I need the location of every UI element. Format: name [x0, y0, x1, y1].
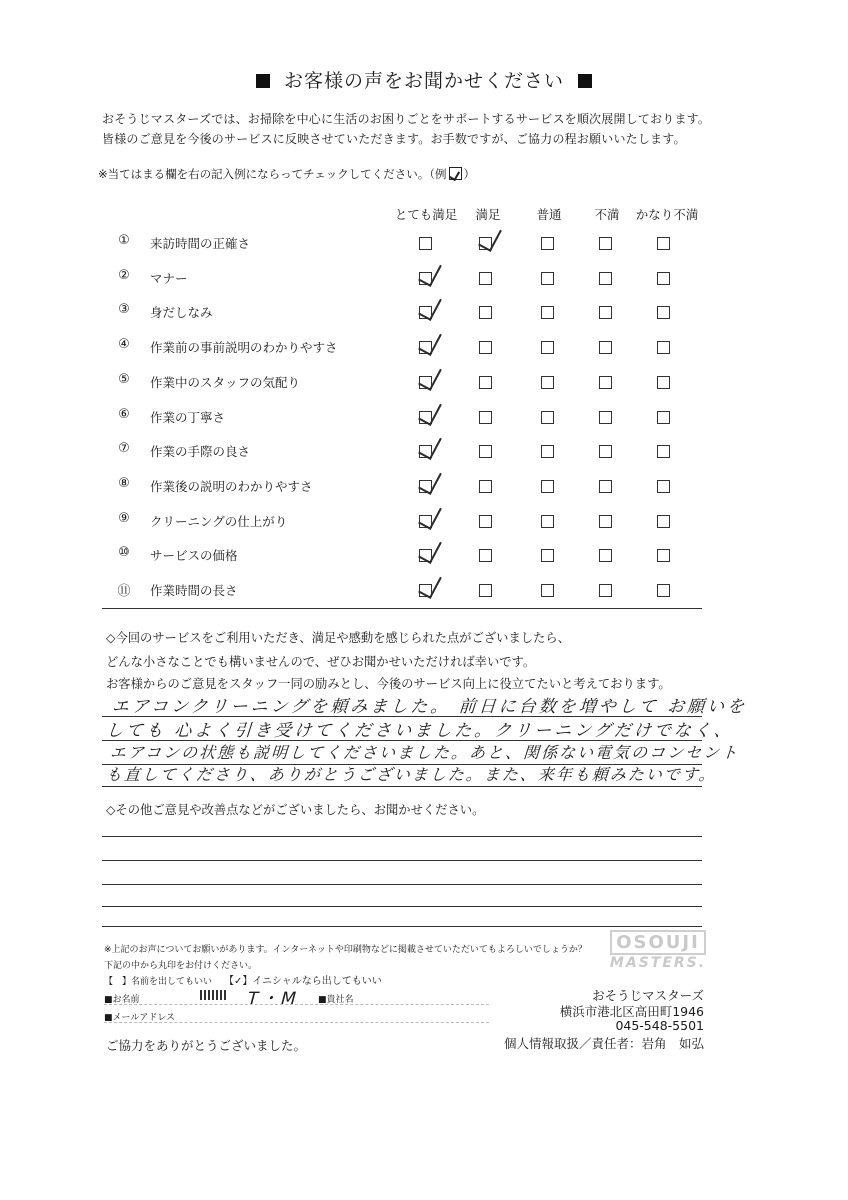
rating-checkbox[interactable] [479, 584, 492, 597]
row-label: 作業中のスタッフの気配り [150, 375, 301, 390]
rating-checkbox[interactable] [657, 376, 670, 389]
writing-line [102, 926, 702, 927]
thanks-message: ご協力をありがとうございました。 [106, 1038, 307, 1053]
title-text: お客様の声をお聞かせください [283, 70, 564, 92]
row-label: クリーニングの仕上がり [150, 514, 288, 529]
name-underline [104, 1004, 489, 1005]
checkmark-icon [418, 328, 442, 356]
note-suffix: ） [463, 167, 476, 181]
rating-checkbox[interactable] [479, 480, 492, 493]
rating-checkbox[interactable] [657, 584, 670, 597]
rating-checkbox[interactable] [541, 515, 554, 528]
consent-instruction: 下記の中から丸印をお付けください。 [104, 961, 258, 971]
checkmark-icon [418, 502, 442, 530]
rating-checkbox[interactable] [599, 584, 612, 597]
rating-checkbox[interactable] [541, 584, 554, 597]
rating-checkbox[interactable] [479, 515, 492, 528]
rating-checkbox[interactable] [599, 515, 612, 528]
row-number: ⑦ [118, 441, 130, 456]
row-number: ⑨ [118, 511, 130, 526]
rating-checkbox[interactable] [541, 411, 554, 424]
writing-line [102, 836, 702, 837]
rating-checkbox[interactable] [541, 480, 554, 493]
instruction-note [98, 166, 475, 182]
column-header: かなり不満 [635, 207, 699, 222]
row-label: 作業前の事前説明のわかりやすさ [150, 340, 338, 355]
rating-checkbox[interactable] [541, 445, 554, 458]
rating-checkbox[interactable] [657, 515, 670, 528]
rating-checkbox[interactable] [599, 411, 612, 424]
row-number: ② [118, 268, 130, 283]
rating-checkbox[interactable] [657, 445, 670, 458]
page-title [0, 66, 848, 93]
company-logo [606, 930, 710, 971]
rating-checkbox[interactable] [541, 549, 554, 562]
rating-checkbox[interactable] [479, 549, 492, 562]
intro-line-1: おそうじマスターズでは、お掃除を中心に生活のお困りごとをサポートするサービスを順次展開しております。 [102, 112, 711, 126]
checkmark-icon [478, 224, 502, 252]
checkmark-icon [418, 363, 442, 391]
rating-checkbox[interactable] [657, 411, 670, 424]
column-header: 普通 [536, 207, 562, 222]
example-checkbox-icon [449, 167, 462, 180]
rating-checkbox[interactable] [657, 341, 670, 354]
email-underline [104, 1022, 489, 1023]
section2-heading: ◇その他ご意見や改善点などがございましたら、お聞かせください。 [106, 803, 485, 817]
company-name-label: ■貴社名 [318, 995, 354, 1005]
email-label: ■メールアドレス [104, 1013, 176, 1023]
row-number: ④ [118, 337, 130, 352]
handwritten-comment-line: エアコンの状態も説明してくださいました。あと、関係ない電気のコンセント [109, 743, 740, 762]
rating-checkbox[interactable] [541, 376, 554, 389]
row-label: 作業の手際の良さ [150, 444, 251, 459]
rating-checkbox[interactable] [657, 480, 670, 493]
rating-checkbox[interactable] [599, 549, 612, 562]
consent-option-name: 【 】名前を出してもいい [104, 977, 213, 987]
square-bullet-icon [578, 74, 592, 88]
consent-question: ※上記のお声についてお願いがあります。インターネットや印刷物などに掲載させていただいてもよろしいでしょうか？ [104, 945, 587, 955]
section1-line: お客様からのご意見をスタッフ一同の励みとし、今後のサービス向上に役立てたいと考えております。 [106, 677, 671, 691]
rating-checkbox[interactable] [599, 445, 612, 458]
company-address: 横浜市港北区高田町1946 [559, 1004, 704, 1019]
rating-checkbox[interactable] [479, 306, 492, 319]
checkmark-icon [418, 293, 442, 321]
row-label: 作業時間の長さ [150, 583, 238, 598]
row-number: ⑪ [117, 584, 131, 599]
rating-checkbox[interactable] [541, 237, 554, 250]
rating-checkbox[interactable] [541, 306, 554, 319]
rating-checkbox[interactable] [599, 306, 612, 319]
rating-checkbox[interactable] [541, 272, 554, 285]
handwritten-comment-line: も直してくださり、ありがとうございました。また、来年も頼みたいです。 [105, 765, 718, 784]
rating-checkbox[interactable] [657, 549, 670, 562]
rating-checkbox[interactable] [479, 411, 492, 424]
row-number: ⑧ [118, 476, 130, 491]
checkmark-icon [418, 467, 442, 495]
section1-line: ◇今回のサービスをご利用いただき、満足や感動を感じられた点がございましたら、 [106, 631, 570, 645]
rating-checkbox[interactable] [657, 237, 670, 250]
rating-checkbox[interactable] [541, 341, 554, 354]
company-phone: 045-548-5501 [615, 1018, 704, 1033]
rating-checkbox[interactable] [657, 272, 670, 285]
rating-checkbox[interactable] [599, 237, 612, 250]
rating-checkbox[interactable] [479, 376, 492, 389]
divider [102, 608, 702, 609]
rating-checkbox[interactable] [479, 445, 492, 458]
checkmark-icon [418, 259, 442, 287]
row-label: マナー [150, 271, 188, 286]
writing-line [102, 860, 702, 861]
rating-checkbox[interactable] [599, 376, 612, 389]
row-number: ⑥ [118, 407, 130, 422]
section1-line: どんな小さなことでも構いませんので、ぜひお聞かせいただければ幸いです。 [106, 655, 536, 669]
consent-option-initial: 【✓】イニシャルなら出してもいい [224, 976, 382, 987]
note-prefix: ※当てはまる欄を右の記入例にならってチェックしてください。（例 [98, 167, 447, 181]
row-label: 作業の丁寧さ [150, 410, 226, 425]
intro-line-2: 皆様のご意見を今後のサービスに反映させていただきます。お手数ですが、ご協力の程お願いいたします。 [102, 132, 686, 146]
writing-line [102, 786, 702, 787]
row-label: 作業後の説明のわかりやすさ [150, 479, 313, 494]
company-name: おそうじマスターズ [592, 988, 704, 1003]
writing-line [102, 884, 702, 885]
logo-line-2: MASTERS. [609, 955, 707, 971]
rating-checkbox[interactable] [599, 272, 612, 285]
name-value: T・M [247, 989, 300, 1009]
row-number: ③ [118, 302, 130, 317]
handwritten-comment-line: エアコンクリーニングを頼みました。 前日に台数を増やして お願いを [111, 697, 748, 717]
checkmark-icon [418, 536, 442, 564]
name-label: ■お名前 [104, 995, 140, 1005]
row-number: ① [118, 233, 130, 248]
rating-checkbox[interactable] [599, 341, 612, 354]
rating-checkbox[interactable] [657, 306, 670, 319]
row-label: 来訪時間の正確さ [150, 236, 251, 251]
column-header: とても満足 [394, 207, 458, 222]
row-label: サービスの価格 [150, 548, 238, 563]
logo-line-1: OSOUJI [610, 930, 706, 955]
row-label: 身だしなみ [150, 305, 213, 320]
checkmark-icon [418, 398, 442, 426]
column-header: 不満 [594, 207, 620, 222]
handwritten-comment-line: しても 心よく引き受けてくださいました。クリーニングだけでなく、 [105, 721, 735, 741]
row-number: ⑤ [118, 372, 130, 387]
row-number: ⑩ [118, 545, 130, 560]
checkmark-icon [418, 432, 442, 460]
writing-line [102, 906, 702, 907]
rating-checkbox[interactable] [419, 237, 432, 250]
checkmark-icon [418, 571, 442, 599]
rating-checkbox[interactable] [479, 341, 492, 354]
privacy-officer: 個人情報取扱／責任者：岩角 如弘 [503, 1036, 704, 1051]
rating-checkbox[interactable] [479, 272, 492, 285]
column-header: 満足 [475, 207, 501, 222]
scribbled-name [200, 990, 228, 1000]
square-bullet-icon [256, 74, 270, 88]
rating-checkbox[interactable] [599, 480, 612, 493]
